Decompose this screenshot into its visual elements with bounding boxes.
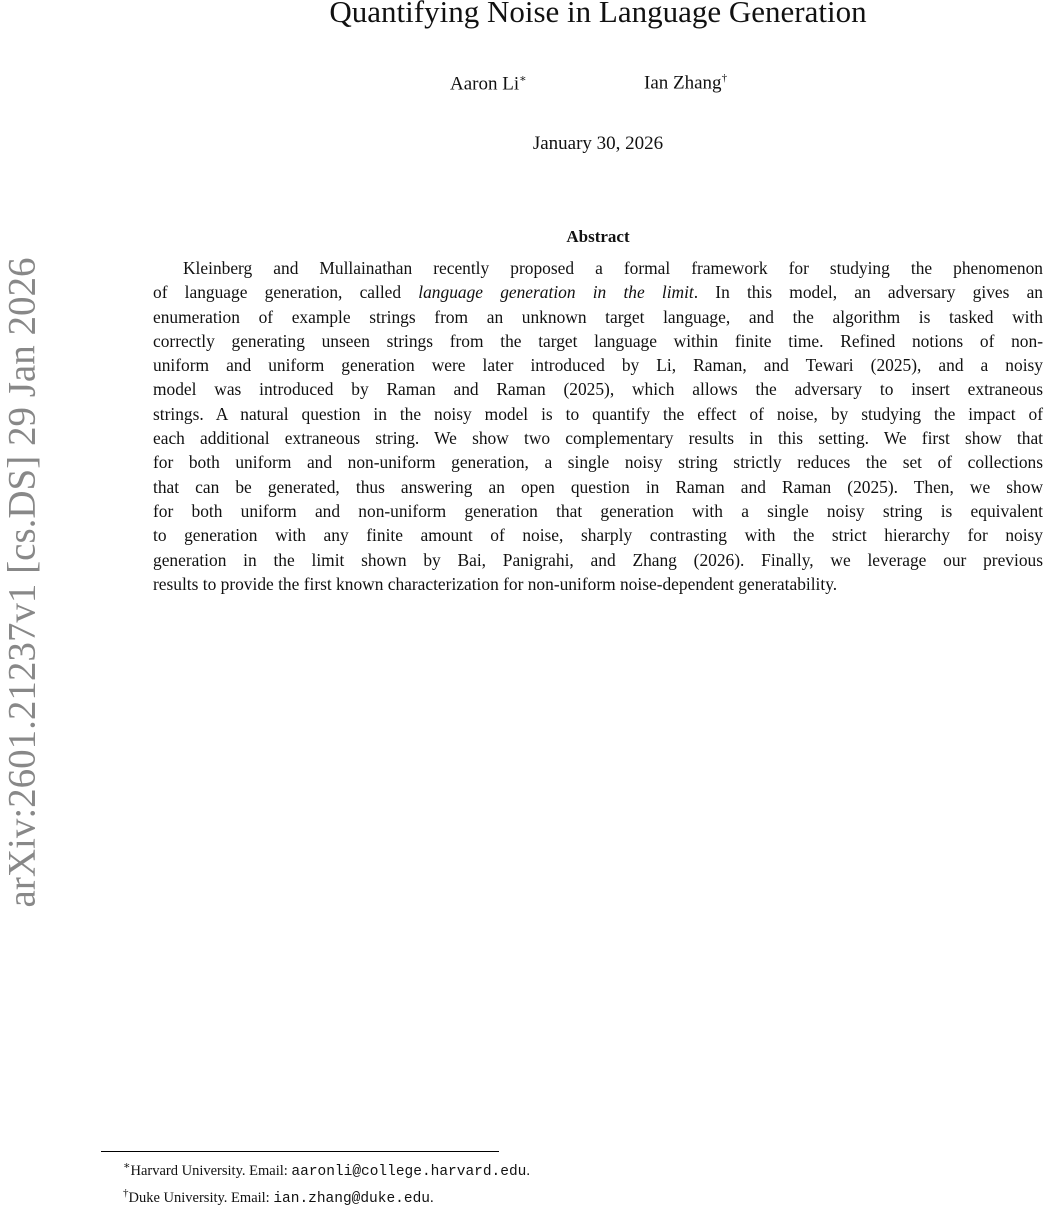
footnote-mark: ∗ xyxy=(519,73,527,85)
emphasis: language generation in the limit xyxy=(418,282,694,303)
abstract-line: generation in the limit shown by Bai, Panigrahi, and Zhang (2026). Finally, we leverage our previous xyxy=(153,549,1043,570)
footnote-rule xyxy=(101,1151,499,1152)
abstract-line: that can be generated, thus answering an open question in Raman and Raman (2025). Then, we show xyxy=(153,476,1043,497)
footnote-mark: ∗ xyxy=(123,1160,131,1172)
footnotes xyxy=(123,1156,530,1210)
abstract-line: results to provide the first known characterization for non-uniform noise-dependent generatability. xyxy=(153,573,838,594)
abstract-line: for both uniform and non-uniform generation that generation with a single noisy string is equivalent xyxy=(153,500,1043,521)
author-aaron-li xyxy=(450,72,527,95)
punct: . xyxy=(526,1162,530,1179)
abstract-line: each additional extraneous string. We show two complementary results in this setting. We first show that xyxy=(153,428,1043,449)
footnote xyxy=(123,1183,530,1210)
author-name: Ian Zhang xyxy=(644,72,722,94)
email: ian.zhang@duke.edu xyxy=(273,1190,430,1207)
footnote xyxy=(123,1156,530,1183)
abstract-line: enumeration of example strings from an unknown target language, and the algorithm is tasked with xyxy=(153,306,1043,327)
text: . In this model, an adversary gives an xyxy=(693,282,1043,303)
abstract-line xyxy=(153,280,1043,304)
abstract-body xyxy=(153,256,1043,596)
punct: . xyxy=(429,1189,434,1206)
author-name: Aaron Li xyxy=(450,73,520,95)
abstract-heading: Abstract xyxy=(566,227,630,246)
footnote-mark: † xyxy=(123,1186,129,1199)
text: of language generation, called xyxy=(153,282,419,303)
abstract-line: for both uniform and non-uniform generation, a single noisy string strictly reduces the set of collections xyxy=(153,452,1043,473)
abstract-line: uniform and uniform generation were later introduced by Li, Raman, and Tewari (2025), and a noisy xyxy=(153,355,1043,376)
abstract-line: Kleinberg and Mullainathan recently proposed a formal framework for studying the phenomenon xyxy=(183,258,1043,278)
abstract-line: model was introduced by Raman and Raman (2025), which allows the adversary to insert extraneous xyxy=(153,379,1043,400)
arxiv-stamp: arXiv:2601.21237v1 [cs.DS] 29 Jan 2026 xyxy=(0,257,44,908)
email: aaronli@college.harvard.edu xyxy=(291,1163,527,1180)
abstract-line: to generation with any finite amount of noise, sharply contrasting with the strict hierarchy for noisy xyxy=(153,525,1043,546)
abstract-line: strings. A natural question in the noisy model is to quantify the effect of noise, by studying the impact of xyxy=(153,403,1043,424)
footnote-text: Harvard University. Email: xyxy=(130,1162,292,1179)
footnote-mark: † xyxy=(721,72,728,84)
abstract-line: correctly generating unseen strings from the target language within finite time. Refined notions of non- xyxy=(153,330,1043,351)
footnote-text: Duke University. Email: xyxy=(128,1189,274,1206)
author-ian-zhang xyxy=(644,72,727,94)
paper-title: Quantifying Noise in Language Generation xyxy=(329,0,867,29)
paper-date: January 30, 2026 xyxy=(532,133,664,154)
